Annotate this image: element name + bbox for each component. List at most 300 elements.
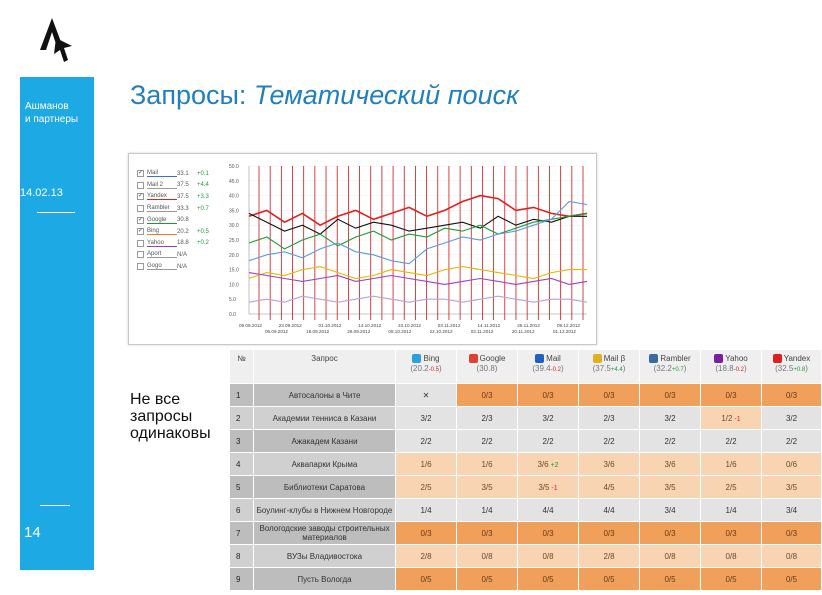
- result-value: 0/8: [785, 551, 798, 561]
- result-cell: [640, 430, 701, 453]
- result-value: 0/5: [785, 574, 798, 584]
- row-number: 1: [230, 384, 254, 407]
- legend-name: Yandex: [147, 193, 177, 200]
- legend-checkbox[interactable]: ✓: [138, 193, 144, 200]
- result-value: 3/4: [664, 505, 676, 515]
- result-value: 0/3: [603, 528, 615, 538]
- row-number: 7: [230, 522, 254, 545]
- result-value: 3/6: [664, 459, 676, 469]
- y-tick-label: 10.0: [229, 282, 239, 289]
- engine-score-close: ): [438, 364, 442, 373]
- legend-value: 33.1: [177, 170, 189, 177]
- result-cell: [396, 407, 457, 430]
- engine-header-bing: [396, 350, 457, 384]
- result-cell: [701, 384, 762, 407]
- result-value: 2/2: [785, 436, 798, 446]
- legend-item[interactable]: [137, 261, 217, 273]
- result-value: 0/3: [664, 390, 676, 400]
- result-value: 2/2: [725, 436, 737, 446]
- legend-item[interactable]: [137, 226, 217, 238]
- engine-delta: +4.4: [610, 367, 623, 373]
- y-tick-label: 30.0: [229, 223, 239, 230]
- engine-score: (32.2: [653, 364, 672, 373]
- legend-name: Gogo: [147, 263, 177, 270]
- x-tick-label: 08.10.2012: [388, 329, 412, 334]
- result-cell: [762, 453, 822, 476]
- legend-checkbox[interactable]: [137, 251, 144, 258]
- legend-delta: +0.7: [197, 205, 209, 212]
- result-cell: [457, 476, 518, 499]
- result-delta: -1: [732, 415, 741, 423]
- result-value: 1/4: [481, 505, 493, 515]
- result-value: 1/4: [420, 505, 432, 515]
- result-cell: [640, 545, 701, 568]
- result-cell: [396, 476, 457, 499]
- legend-delta: +0.1: [197, 170, 209, 177]
- engine-delta: +0.7: [671, 367, 684, 373]
- result-value: 3/2: [785, 413, 798, 423]
- result-value: 3/5: [481, 482, 493, 492]
- result-value: 0/3: [785, 390, 798, 400]
- legend-name: Google: [147, 217, 177, 224]
- result-cell: [457, 430, 518, 453]
- engine-score: (18.8: [715, 364, 734, 373]
- header-num: №: [230, 350, 254, 384]
- result-value: 3/5: [538, 482, 550, 492]
- engine-logo-icon: [714, 354, 723, 363]
- result-cell: [762, 476, 822, 499]
- engine-label: [764, 354, 819, 375]
- engine-score-close: ): [622, 364, 626, 373]
- result-value: 0/3: [785, 528, 798, 538]
- query-cell: Аквапарки Крыма: [254, 453, 396, 476]
- table-row: [230, 522, 822, 545]
- page-title: [130, 80, 519, 111]
- row-number: 3: [230, 430, 254, 453]
- result-cell: [396, 545, 457, 568]
- result-cell: [518, 545, 579, 568]
- table-row: [230, 430, 822, 453]
- x-tick-label: 09.09.2012: [239, 323, 262, 328]
- result-cell: [579, 476, 640, 499]
- line-chart: [227, 162, 591, 336]
- legend-value: N/A: [177, 263, 188, 270]
- engine-name: Mail β: [603, 354, 626, 363]
- result-cell: [579, 522, 640, 545]
- legend-checkbox[interactable]: [137, 240, 144, 247]
- sidebar: [20, 77, 94, 570]
- brand-line-2: и партнеры: [25, 114, 79, 125]
- result-cell: [396, 384, 457, 407]
- table-header: [230, 350, 822, 384]
- engine-name: Yandex: [783, 354, 811, 363]
- result-value: 4/4: [603, 505, 615, 515]
- chart-legend: [137, 168, 217, 272]
- note-text: [130, 391, 211, 442]
- legend-value: 37.5: [177, 182, 189, 189]
- result-value: 1/2: [721, 413, 733, 423]
- note-line-3: одинаковы: [130, 425, 211, 442]
- result-cell: [701, 499, 762, 522]
- legend-delta: +0.5: [197, 228, 209, 235]
- result-cell: [762, 522, 822, 545]
- engine-logo-icon: [469, 354, 478, 363]
- legend-checkbox[interactable]: ✓: [138, 216, 144, 223]
- engine-score: (37.5: [592, 364, 611, 373]
- result-value: 2/8: [603, 551, 615, 561]
- result-value: 1/4: [725, 505, 737, 515]
- result-cell: [518, 476, 579, 499]
- engine-name: Rambler: [660, 354, 691, 363]
- result-cell: [518, 430, 579, 453]
- legend-delta: +4.4: [197, 182, 209, 189]
- result-delta: +2: [548, 461, 559, 469]
- result-value: 0/6: [785, 459, 798, 469]
- engine-name: Mail: [546, 354, 561, 363]
- title-main: Запросы:: [130, 80, 254, 110]
- legend-item[interactable]: [137, 180, 217, 192]
- engine-score-row: [520, 364, 576, 375]
- legend-checkbox[interactable]: ✓: [138, 170, 144, 177]
- result-cell: [640, 453, 701, 476]
- y-tick-label: 45.0: [229, 178, 239, 185]
- y-tick-label: 35.0: [229, 208, 239, 215]
- result-value: 2/5: [420, 482, 432, 492]
- query-cell: Автосалоны в Чите: [254, 384, 396, 407]
- query-cell: Академии тенниса в Казани: [254, 407, 396, 430]
- engine-name-row: [581, 354, 637, 364]
- brand-name: [25, 100, 78, 126]
- engine-label: [581, 354, 637, 375]
- x-tick-label: 23.10.2012: [398, 323, 421, 328]
- engine-score: (39.4: [532, 364, 551, 373]
- result-cell: [579, 545, 640, 568]
- engine-logo-icon: [535, 354, 544, 363]
- engine-label: [459, 354, 515, 374]
- result-cell: [701, 430, 762, 453]
- result-value: 0/3: [603, 390, 615, 400]
- engine-header-rambler: [640, 350, 701, 384]
- engine-name-row: [398, 354, 454, 364]
- legend-name: Mail: [147, 170, 177, 177]
- query-cell: ВУЗы Владивостока: [254, 545, 396, 568]
- engine-header-yandex: [762, 350, 822, 384]
- engine-header-yahoo: [701, 350, 762, 384]
- result-cell: [457, 545, 518, 568]
- engine-logo-icon: [773, 354, 782, 363]
- result-cell: [579, 407, 640, 430]
- note-line-2: запросы: [130, 408, 193, 425]
- legend-checkbox[interactable]: [137, 205, 144, 212]
- legend-item[interactable]: [137, 214, 217, 226]
- engine-name: Google: [479, 354, 506, 363]
- y-tick-label: 15.0: [229, 267, 239, 274]
- note-line-1: Не все: [130, 391, 181, 408]
- engine-name-row: [642, 354, 698, 364]
- legend-item[interactable]: [137, 168, 217, 180]
- row-number: 2: [230, 407, 254, 430]
- x-tick-label: 14.11.2012: [477, 323, 501, 328]
- result-value: 2/2: [481, 436, 493, 446]
- legend-checkbox[interactable]: ✓: [138, 228, 144, 235]
- result-cell: [396, 522, 457, 545]
- series-line-bing: [249, 267, 587, 279]
- x-tick-label: 05.09.2012: [265, 329, 288, 334]
- result-value: 3/5: [785, 482, 798, 492]
- table-row: [230, 499, 822, 522]
- header-query: Запрос: [254, 350, 396, 384]
- engine-delta: -0.2: [733, 367, 744, 373]
- series-line-google: [249, 213, 587, 249]
- result-cell: [396, 499, 457, 522]
- x-tick-label: 20.11.2012: [511, 329, 535, 334]
- table-row: [230, 545, 822, 568]
- result-value: 3/2: [542, 413, 554, 423]
- result-value: 2/8: [420, 551, 432, 561]
- result-value: 0/3: [542, 528, 554, 538]
- engine-score: (20.2: [410, 364, 429, 373]
- legend-item[interactable]: [137, 191, 217, 203]
- x-tick-label: 01.10.2012: [318, 323, 342, 328]
- result-value: 1/6: [481, 459, 493, 469]
- engine-score-row: [703, 364, 759, 375]
- result-cell: [457, 384, 518, 407]
- result-value: 0/3: [481, 390, 493, 400]
- legend-value: 30.8: [177, 217, 189, 224]
- result-value: 0/5: [542, 574, 554, 584]
- result-cell: [762, 430, 822, 453]
- result-cell: [396, 568, 457, 591]
- legend-value: 18.8: [177, 240, 189, 247]
- result-cell: [640, 407, 701, 430]
- legend-item[interactable]: [137, 238, 217, 250]
- result-value: 0/5: [481, 574, 493, 584]
- result-value: 2/3: [603, 413, 615, 423]
- x-tick-label: 23.09.2012: [278, 323, 302, 328]
- engine-score-row: [642, 364, 698, 375]
- result-cell: [457, 407, 518, 430]
- engine-score-close: ): [805, 364, 808, 373]
- engine-label: [703, 354, 759, 375]
- result-value: 0/3: [725, 390, 737, 400]
- engine-delta: +0.8: [793, 367, 806, 373]
- result-value: 2/2: [420, 436, 432, 446]
- result-value: 0/3: [664, 528, 676, 538]
- row-number: 8: [230, 545, 254, 568]
- result-value: 2/2: [542, 436, 554, 446]
- legend-checkbox[interactable]: [137, 182, 144, 189]
- row-number: 4: [230, 453, 254, 476]
- engine-label: [520, 354, 576, 375]
- engine-logo-icon: [412, 354, 421, 363]
- x-tick-label: 14.10.2012: [358, 323, 382, 328]
- result-cell: [701, 568, 762, 591]
- x-tick-label: 25.11.2012: [517, 323, 540, 328]
- result-value: 0/3: [542, 390, 554, 400]
- result-value: 4/5: [603, 482, 615, 492]
- result-value: 1/6: [725, 459, 737, 469]
- result-cell: [518, 384, 579, 407]
- engine-name: Yahoo: [725, 354, 748, 363]
- result-cell: [762, 384, 822, 407]
- result-value: 0/5: [725, 574, 737, 584]
- legend-value: N/A: [177, 251, 188, 258]
- table-row: [230, 453, 822, 476]
- engine-name-row: [459, 354, 515, 364]
- result-cell: [396, 430, 457, 453]
- y-tick-label: 25.0: [229, 238, 239, 244]
- y-tick-label: 40.0: [229, 193, 239, 200]
- result-cell: [762, 499, 822, 522]
- engine-score: (30.8: [476, 364, 495, 373]
- result-cell: [701, 407, 762, 430]
- result-value: 0/3: [420, 528, 432, 538]
- result-value: 3/6: [537, 459, 549, 469]
- result-value: 3/5: [664, 482, 676, 492]
- engine-header-mail: [579, 350, 640, 384]
- engine-logo-icon: [649, 354, 658, 363]
- result-value: 3/2: [664, 413, 676, 423]
- row-number: 6: [230, 499, 254, 522]
- result-cell: [640, 476, 701, 499]
- legend-item[interactable]: [137, 203, 217, 215]
- engine-label: [642, 354, 698, 375]
- y-tick-label: 20.0: [229, 252, 239, 259]
- result-cell: [579, 430, 640, 453]
- result-cell: [701, 453, 762, 476]
- result-delta: -1: [549, 484, 558, 492]
- engine-score-row: [581, 364, 637, 375]
- engine-name-row: [764, 354, 819, 364]
- brand-line-1: Ашманов: [25, 101, 69, 112]
- x-tick-label: 03.11.2012: [437, 323, 461, 328]
- engine-score-close: ): [494, 364, 498, 373]
- query-cell: Пусть Вологда: [254, 568, 396, 591]
- result-value: 0/8: [542, 551, 554, 561]
- query-cell: Вологодские заводы строительных материалов: [254, 522, 396, 545]
- date-divider: [37, 212, 75, 213]
- legend-name: Mail 2: [147, 182, 177, 189]
- result-cell: [701, 522, 762, 545]
- result-value: ✕: [422, 390, 430, 400]
- engine-header-mail: [518, 350, 579, 384]
- row-number: 9: [230, 568, 254, 591]
- result-value: 3/4: [785, 505, 798, 515]
- series-line-mail-2: [249, 202, 587, 264]
- slide-date: 14.02.13: [20, 187, 63, 199]
- result-value: 2/5: [725, 482, 737, 492]
- legend-delta: +0.2: [197, 240, 209, 247]
- x-tick-label: 01.12.2012: [553, 329, 576, 334]
- engine-score-close: ): [683, 364, 687, 373]
- legend-name: Yahoo: [147, 240, 177, 247]
- result-value: 0/5: [664, 574, 676, 584]
- legend-name: Aport: [147, 251, 177, 258]
- result-cell: [701, 545, 762, 568]
- legend-value: 20.2: [177, 228, 189, 235]
- result-cell: [640, 499, 701, 522]
- y-tick-label: 0.0: [229, 312, 236, 318]
- result-cell: [762, 407, 822, 430]
- result-value: 2/2: [664, 436, 676, 446]
- engine-name-row: [703, 354, 759, 364]
- result-cell: [579, 453, 640, 476]
- result-cell: [457, 499, 518, 522]
- title-italic: Тематический поиск: [253, 80, 519, 110]
- table-row: [230, 476, 822, 499]
- legend-value: 33.3: [177, 205, 189, 212]
- result-value: 0/8: [664, 551, 676, 561]
- results-table: [229, 349, 822, 591]
- result-cell: [701, 476, 762, 499]
- legend-name: Rambler: [147, 205, 177, 212]
- result-cell: [518, 568, 579, 591]
- result-cell: [518, 407, 579, 430]
- result-value: 0/3: [725, 528, 737, 538]
- legend-delta: +3.3: [197, 193, 209, 200]
- result-value: 4/4: [542, 505, 554, 515]
- page-divider: [40, 505, 70, 506]
- result-cell: [640, 522, 701, 545]
- engine-label: [398, 354, 454, 375]
- result-value: 3/2: [420, 413, 432, 423]
- legend-checkbox[interactable]: [137, 263, 144, 270]
- engine-score-row: [459, 364, 515, 374]
- result-cell: [579, 499, 640, 522]
- y-tick-label: 50.0: [229, 164, 239, 170]
- row-number: 5: [230, 476, 254, 499]
- result-cell: [457, 568, 518, 591]
- table-row: [230, 407, 822, 430]
- result-value: 0/5: [420, 574, 432, 584]
- engine-score-close: ): [743, 364, 747, 373]
- y-tick-label: 5.0: [229, 297, 236, 304]
- x-tick-label: 18.09.2012: [306, 329, 330, 334]
- result-cell: [518, 499, 579, 522]
- engine-delta: -0.5: [428, 367, 439, 373]
- engine-score-close: ): [560, 364, 564, 373]
- logo-icon: [38, 16, 74, 64]
- legend-name: Bing: [147, 228, 177, 235]
- result-cell: [579, 384, 640, 407]
- engine-logo-icon: [593, 354, 602, 363]
- result-value: 0/3: [481, 528, 493, 538]
- engine-score: (32.5: [775, 364, 794, 373]
- result-cell: [640, 568, 701, 591]
- x-tick-label: 22.10.2012: [429, 329, 453, 334]
- result-value: 2/3: [481, 413, 493, 423]
- page-number: 14: [24, 524, 41, 541]
- engine-header-google: [457, 350, 518, 384]
- engine-name-row: [520, 354, 576, 364]
- engine-name: Bing: [423, 354, 440, 363]
- result-cell: [457, 522, 518, 545]
- result-cell: [640, 384, 701, 407]
- chart-panel: [128, 153, 597, 345]
- result-value: 0/8: [725, 551, 737, 561]
- query-cell: Ажакадем Казани: [254, 430, 396, 453]
- x-tick-label: 28.09.2012: [347, 329, 371, 334]
- result-cell: [579, 568, 640, 591]
- result-value: 0/8: [481, 551, 493, 561]
- result-cell: [518, 453, 579, 476]
- result-cell: [762, 568, 822, 591]
- legend-item[interactable]: [137, 249, 217, 261]
- result-cell: [518, 522, 579, 545]
- x-tick-label: 03.11.2012: [470, 329, 494, 334]
- engine-score-row: [398, 364, 454, 375]
- legend-value: 37.5: [177, 193, 189, 200]
